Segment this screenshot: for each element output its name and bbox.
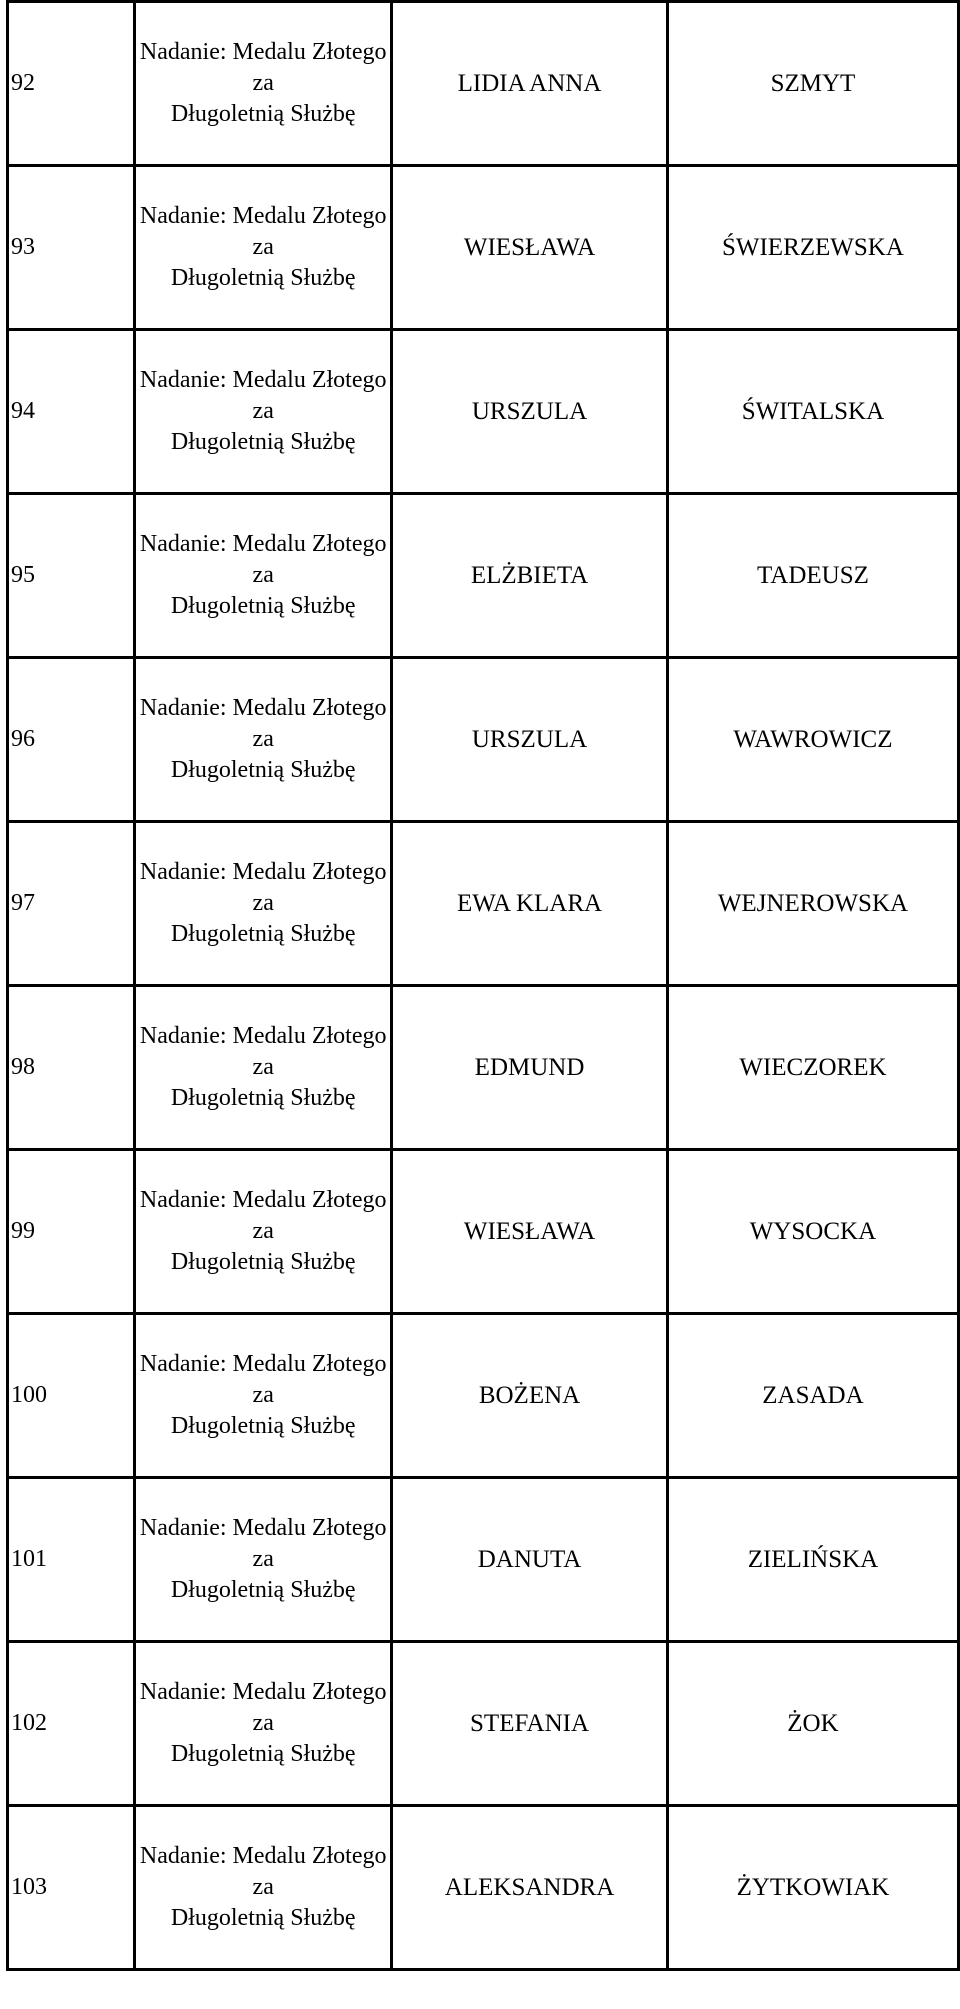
row-number: 103 xyxy=(11,1874,47,1900)
row-number-cell xyxy=(8,822,135,986)
table-row xyxy=(8,822,959,986)
award-title: Nadanie: Medalu Złotego za Długoletnią Służbę xyxy=(139,367,387,455)
last-name-cell: ZASADA xyxy=(667,1314,958,1478)
table-row xyxy=(8,1314,959,1478)
award-title-cell xyxy=(135,1150,392,1314)
award-title-cell xyxy=(135,1806,392,1970)
row-number-cell xyxy=(8,986,135,1150)
award-title: Nadanie: Medalu Złotego za Długoletnią Służbę xyxy=(139,695,387,783)
award-title-cell xyxy=(135,166,392,330)
table-row xyxy=(8,1642,959,1806)
table-row xyxy=(8,1806,959,1970)
table-row xyxy=(8,166,959,330)
award-title: Nadanie: Medalu Złotego za Długoletnią Służbę xyxy=(139,1843,387,1931)
row-number: 93 xyxy=(11,234,35,260)
award-title: Nadanie: Medalu Złotego za Długoletnią Służbę xyxy=(139,39,387,127)
row-number: 92 xyxy=(11,70,35,96)
award-title-cell xyxy=(135,2,392,166)
last-name-cell: ZIELIŃSKA xyxy=(667,1478,958,1642)
first-name-cell: WIESŁAWA xyxy=(392,166,668,330)
table-row xyxy=(8,1478,959,1642)
first-name-cell: LIDIA ANNA xyxy=(392,2,668,166)
award-title-cell xyxy=(135,1478,392,1642)
award-title: Nadanie: Medalu Złotego za Długoletnią Służbę xyxy=(139,1351,387,1439)
row-number: 97 xyxy=(11,890,35,916)
last-name-cell: TADEUSZ xyxy=(667,494,958,658)
last-name-cell: ŚWITALSKA xyxy=(667,330,958,494)
row-number: 98 xyxy=(11,1054,35,1080)
last-name-cell: ŻOK xyxy=(667,1642,958,1806)
award-title: Nadanie: Medalu Złotego za Długoletnią Służbę xyxy=(139,859,387,947)
first-name-cell: DANUTA xyxy=(392,1478,668,1642)
award-title-cell xyxy=(135,1642,392,1806)
last-name-cell: SZMYT xyxy=(667,2,958,166)
last-name-cell: WYSOCKA xyxy=(667,1150,958,1314)
award-title: Nadanie: Medalu Złotego za Długoletnią Służbę xyxy=(139,203,387,291)
award-title: Nadanie: Medalu Złotego za Długoletnią Służbę xyxy=(139,531,387,619)
row-number: 96 xyxy=(11,726,35,752)
last-name-cell: WAWROWICZ xyxy=(667,658,958,822)
row-number-cell xyxy=(8,1314,135,1478)
table-row xyxy=(8,1150,959,1314)
row-number-cell xyxy=(8,658,135,822)
row-number-cell xyxy=(8,494,135,658)
first-name-cell: EWA KLARA xyxy=(392,822,668,986)
row-number: 100 xyxy=(11,1382,47,1408)
first-name-cell: STEFANIA xyxy=(392,1642,668,1806)
last-name-cell: ŻYTKOWIAK xyxy=(667,1806,958,1970)
last-name-cell: WIECZOREK xyxy=(667,986,958,1150)
first-name-cell: ALEKSANDRA xyxy=(392,1806,668,1970)
first-name-cell: ELŻBIETA xyxy=(392,494,668,658)
table-row xyxy=(8,494,959,658)
row-number: 94 xyxy=(11,398,35,424)
row-number: 95 xyxy=(11,562,35,588)
award-title-cell xyxy=(135,1314,392,1478)
first-name-cell: EDMUND xyxy=(392,986,668,1150)
row-number: 99 xyxy=(11,1218,35,1244)
table-row xyxy=(8,658,959,822)
last-name-cell: WEJNEROWSKA xyxy=(667,822,958,986)
award-title-cell xyxy=(135,986,392,1150)
row-number-cell xyxy=(8,1478,135,1642)
award-title: Nadanie: Medalu Złotego za Długoletnią Służbę xyxy=(139,1187,387,1275)
award-title-cell xyxy=(135,330,392,494)
row-number-cell xyxy=(8,1642,135,1806)
row-number-cell xyxy=(8,2,135,166)
first-name-cell: URSZULA xyxy=(392,658,668,822)
table-row xyxy=(8,330,959,494)
award-title-cell xyxy=(135,658,392,822)
row-number: 101 xyxy=(11,1546,47,1572)
award-title: Nadanie: Medalu Złotego za Długoletnią Służbę xyxy=(139,1679,387,1767)
first-name-cell: WIESŁAWA xyxy=(392,1150,668,1314)
table-row xyxy=(8,986,959,1150)
table-row xyxy=(8,2,959,166)
first-name-cell: URSZULA xyxy=(392,330,668,494)
row-number-cell xyxy=(8,1806,135,1970)
first-name-cell: BOŻENA xyxy=(392,1314,668,1478)
row-number-cell xyxy=(8,166,135,330)
row-number: 102 xyxy=(11,1710,47,1736)
row-number-cell xyxy=(8,1150,135,1314)
award-title-cell xyxy=(135,822,392,986)
award-title: Nadanie: Medalu Złotego za Długoletnią Służbę xyxy=(139,1515,387,1603)
award-title: Nadanie: Medalu Złotego za Długoletnią Służbę xyxy=(139,1023,387,1111)
last-name-cell: ŚWIERZEWSKA xyxy=(667,166,958,330)
award-title-cell xyxy=(135,494,392,658)
awards-table xyxy=(6,0,960,1971)
row-number-cell xyxy=(8,330,135,494)
